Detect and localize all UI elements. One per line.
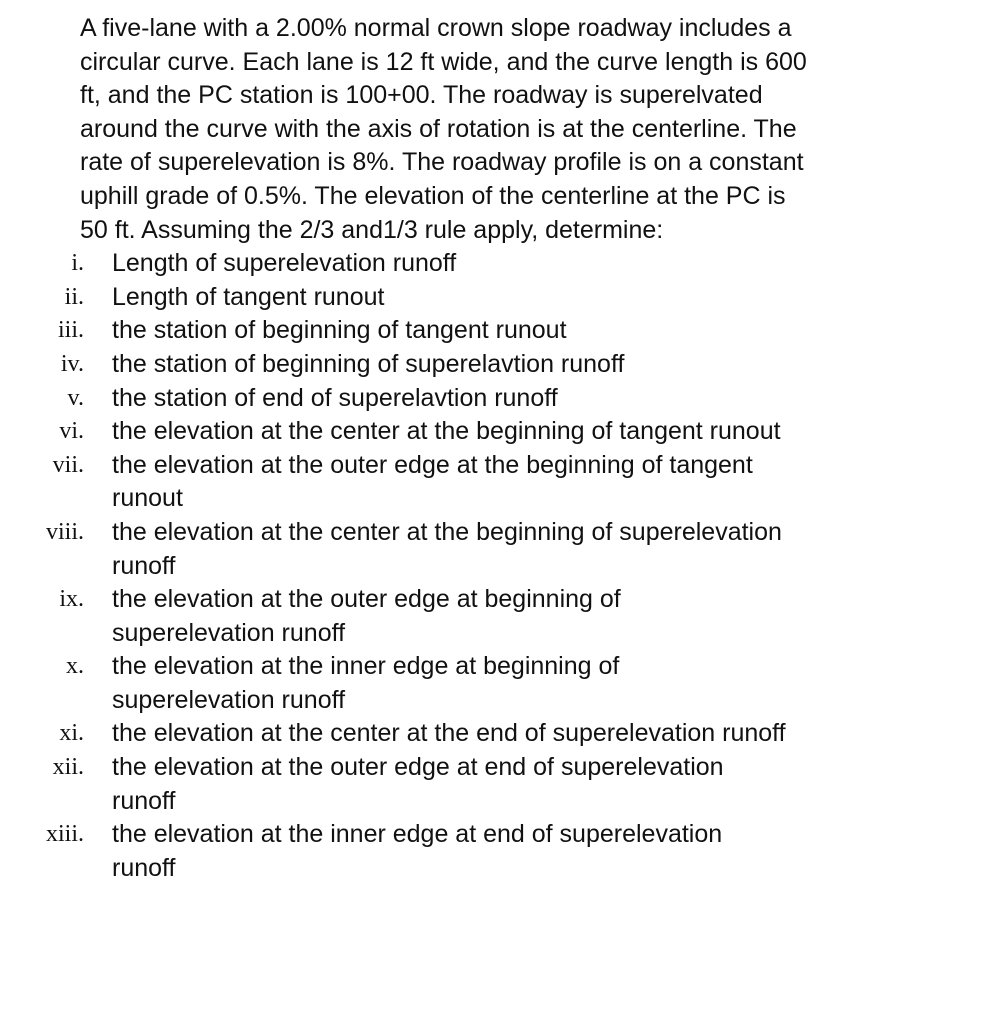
item-number: vii.	[52, 451, 84, 478]
question-item	[45, 818, 950, 885]
item-number: iii.	[57, 317, 84, 344]
item-line: the station of beginning of tangent runout	[112, 316, 567, 345]
intro-line: circular curve. Each lane is 12 ft wide, and the curve length is 600	[80, 47, 807, 76]
item-number: viii.	[45, 518, 84, 545]
item-number: x.	[66, 653, 84, 680]
item-line: the elevation at the center at the beginning of superelevation	[112, 517, 782, 546]
item-text	[112, 314, 950, 348]
item-text	[112, 818, 950, 885]
intro-line: around the curve with the axis of rotation is at the centerline. The	[80, 114, 797, 143]
item-text	[112, 516, 950, 583]
intro-line: rate of superelevation is 8%. The roadway profile is on a constant	[80, 148, 804, 177]
item-line: superelevation runoff	[112, 618, 346, 647]
question-item	[66, 650, 950, 717]
item-text	[112, 281, 950, 315]
item-text	[112, 751, 950, 818]
item-text	[112, 382, 950, 416]
question-item	[60, 348, 950, 382]
item-number: v.	[67, 384, 84, 411]
item-number: i.	[71, 250, 84, 277]
item-line: Length of superelevation runoff	[112, 249, 457, 278]
question-list	[45, 247, 950, 885]
item-line: runoff	[112, 853, 176, 882]
problem-intro	[80, 12, 950, 247]
question-item	[59, 717, 950, 751]
intro-line: uphill grade of 0.5%. The elevation of the centerline at the PC is	[80, 181, 786, 210]
problem-document	[45, 12, 950, 885]
question-item	[59, 583, 950, 650]
item-text	[112, 449, 950, 516]
intro-line: 50 ft. Assuming the 2/3 and1/3 rule apply, determine:	[80, 215, 664, 244]
item-number: ix.	[59, 586, 84, 613]
item-line: runout	[112, 484, 183, 513]
item-line: the elevation at the center at the beginning of tangent runout	[112, 417, 781, 446]
question-item	[67, 382, 950, 416]
item-line: runoff	[112, 551, 176, 580]
item-text	[112, 717, 950, 751]
question-item	[64, 281, 950, 315]
item-text	[112, 583, 950, 650]
item-line: the elevation at the center at the end of superelevation runoff	[112, 719, 786, 748]
item-line: the station of beginning of superelavtion runoff	[112, 349, 625, 378]
item-text	[112, 247, 950, 281]
item-number: vi.	[59, 418, 84, 445]
question-item	[71, 247, 950, 281]
item-line: the elevation at the outer edge at beginning of	[112, 585, 621, 614]
item-line: the elevation at the outer edge at the beginning of tangent	[112, 450, 753, 479]
item-line: runoff	[112, 786, 176, 815]
item-number: xiii.	[45, 821, 84, 848]
item-number: xi.	[59, 720, 84, 747]
intro-line: A five-lane with a 2.00% normal crown slope roadway includes a	[80, 14, 792, 42]
question-item	[52, 449, 950, 516]
item-line: Length of tangent runout	[112, 282, 385, 311]
item-number: xii.	[52, 754, 84, 781]
question-item	[52, 751, 950, 818]
question-item	[45, 516, 950, 583]
item-text	[112, 650, 950, 717]
item-text	[112, 415, 950, 449]
item-number: iv.	[60, 350, 84, 377]
item-line: the elevation at the outer edge at end of superelevation	[112, 753, 724, 782]
item-text	[112, 348, 950, 382]
item-line: superelevation runoff	[112, 685, 346, 714]
item-number: ii.	[64, 283, 84, 310]
intro-line: ft, and the PC station is 100+00. The roadway is superelvated	[80, 81, 763, 110]
question-item	[57, 314, 950, 348]
item-line: the station of end of superelavtion runoff	[112, 383, 558, 412]
item-line: the elevation at the inner edge at end of superelevation	[112, 820, 723, 849]
item-line: the elevation at the inner edge at beginning of	[112, 652, 620, 681]
question-item	[59, 415, 950, 449]
